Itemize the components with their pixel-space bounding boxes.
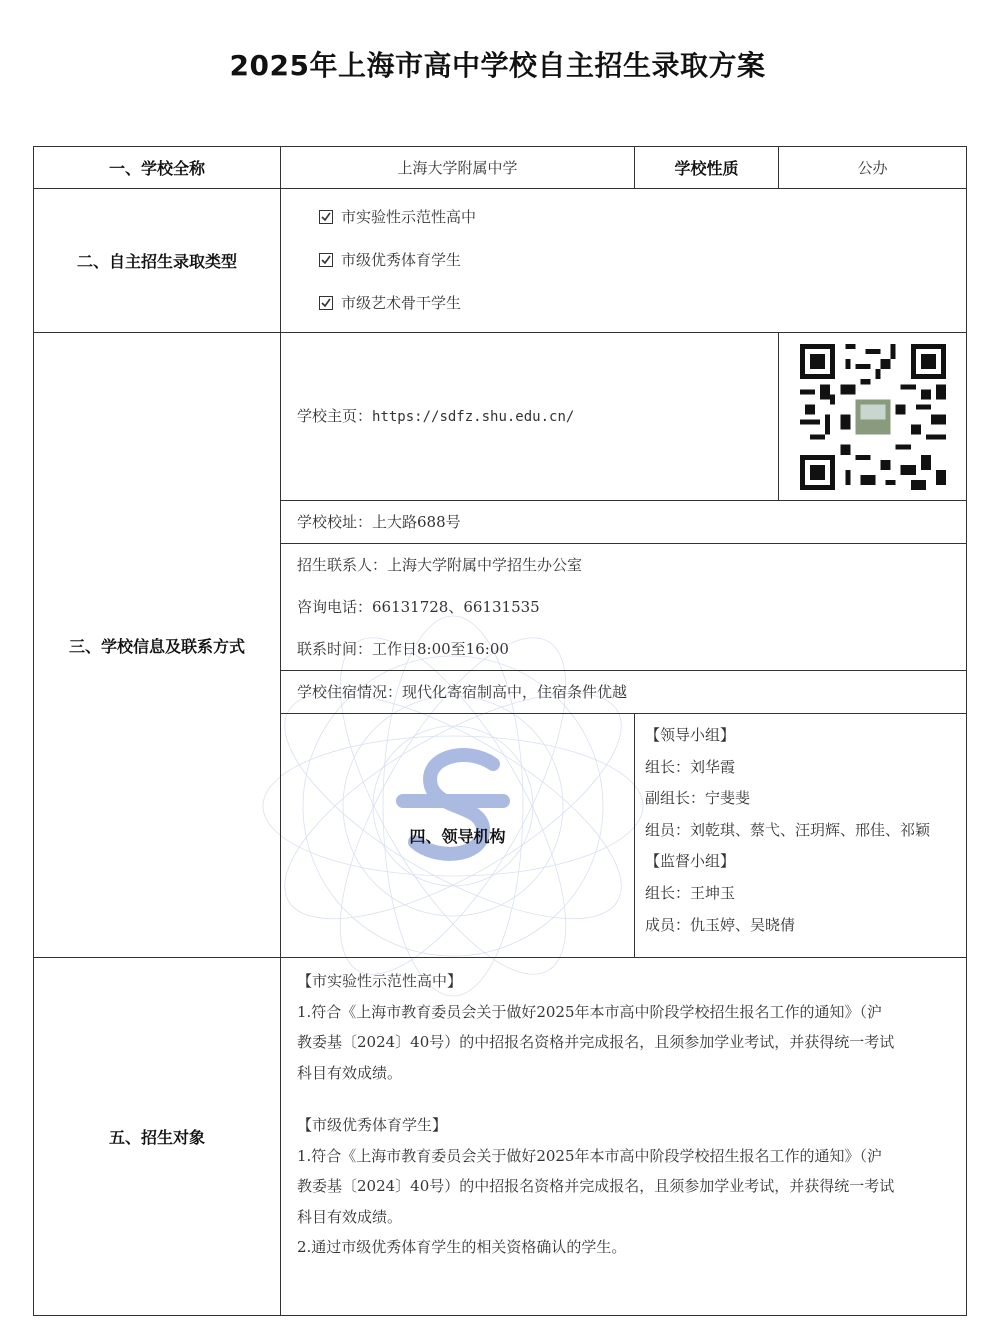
leadership-line: 副组长：宁斐斐	[645, 789, 751, 808]
leadership-line: 组员：刘乾琪、蔡弋、汪玥辉、邢佳、祁颖	[645, 820, 931, 839]
admission-table	[33, 146, 967, 1316]
label-school-nature: 学校性质	[635, 147, 779, 189]
leadership-line: 组长：刘华霞	[645, 757, 736, 776]
admission-type-label: 市级优秀体育学生	[341, 251, 462, 269]
label-admission-types: 二、自主招生录取类型	[34, 189, 281, 333]
homepage-link[interactable]: https://sdfz.shu.edu.cn/	[372, 409, 575, 425]
target-line: 科目有效成绩。	[297, 1063, 403, 1082]
contact-hours: 联系时间：工作日8:00至16:00	[297, 640, 509, 658]
label-school-name: 一、学校全称	[34, 147, 281, 189]
form-sheet	[33, 146, 966, 1300]
target-line: 科目有效成绩。	[297, 1207, 403, 1226]
leadership-line: 成员：仇玉婷、吴晓倩	[645, 915, 796, 934]
row-admission-types	[34, 189, 967, 333]
label-admission-targets: 五、招生对象	[34, 958, 281, 1316]
target-heading: 【市级优秀体育学生】	[297, 1116, 448, 1134]
school-name-value: 上海大学附属中学	[281, 147, 635, 189]
admission-type-label: 市级艺术骨干学生	[341, 294, 462, 312]
target-line: 2.通过市级优秀体育学生的相关资格确认的学生。	[297, 1238, 627, 1256]
leadership-list	[635, 714, 966, 947]
page-title: 2025年上海市高中学校自主招生录取方案	[229, 49, 766, 82]
admission-type-item	[319, 238, 966, 281]
target-heading: 【市实验性示范性高中】	[297, 972, 463, 990]
admission-type-label: 市实验性示范性高中	[341, 208, 477, 226]
target-line: 教委基〔2024〕40号）的中招报名资格并完成报名，且须参加学业考试，并获得统一考试	[297, 1033, 895, 1051]
checked-box-icon	[319, 253, 333, 267]
row-school-homepage	[34, 333, 967, 501]
school-nature-value: 公办	[779, 147, 967, 189]
qr-code-icon	[800, 344, 946, 490]
checked-box-icon	[319, 210, 333, 224]
admission-type-list	[281, 189, 966, 332]
leadership-line: 【监督小组】	[645, 852, 736, 871]
dorm-info: 学校住宿情况：现代化寄宿制高中，住宿条件优越	[297, 683, 628, 701]
leadership-line: 组长：王坤玉	[645, 883, 736, 902]
school-address: 学校校址：上大路688号	[297, 513, 461, 531]
label-leadership: 四、领导机构	[281, 714, 635, 958]
row-school-name	[34, 147, 967, 189]
admission-targets-text	[281, 958, 966, 1303]
contact-phone: 咨询电话：66131728、66131535	[297, 598, 540, 616]
target-line: 1.符合《上海市教育委员会关于做好2025年本市高中阶段学校招生报名工作的通知》（沪	[297, 1002, 882, 1021]
checked-box-icon	[319, 296, 333, 310]
contact-person: 招生联系人：上海大学附属中学招生办公室	[297, 556, 583, 574]
homepage-label: 学校主页：	[297, 407, 373, 425]
row-admission-targets	[34, 958, 967, 1316]
school-homepage	[281, 395, 778, 438]
admission-type-item	[319, 281, 966, 324]
label-school-info: 三、学校信息及联系方式	[34, 333, 281, 958]
admission-type-item	[319, 195, 966, 238]
target-line: 1.符合《上海市教育委员会关于做好2025年本市高中阶段学校招生报名工作的通知》（沪	[297, 1146, 882, 1165]
target-line: 教委基〔2024〕40号）的中招报名资格并完成报名，且须参加学业考试，并获得统一考试	[297, 1177, 895, 1195]
leadership-line: 【领导小组】	[645, 726, 736, 744]
